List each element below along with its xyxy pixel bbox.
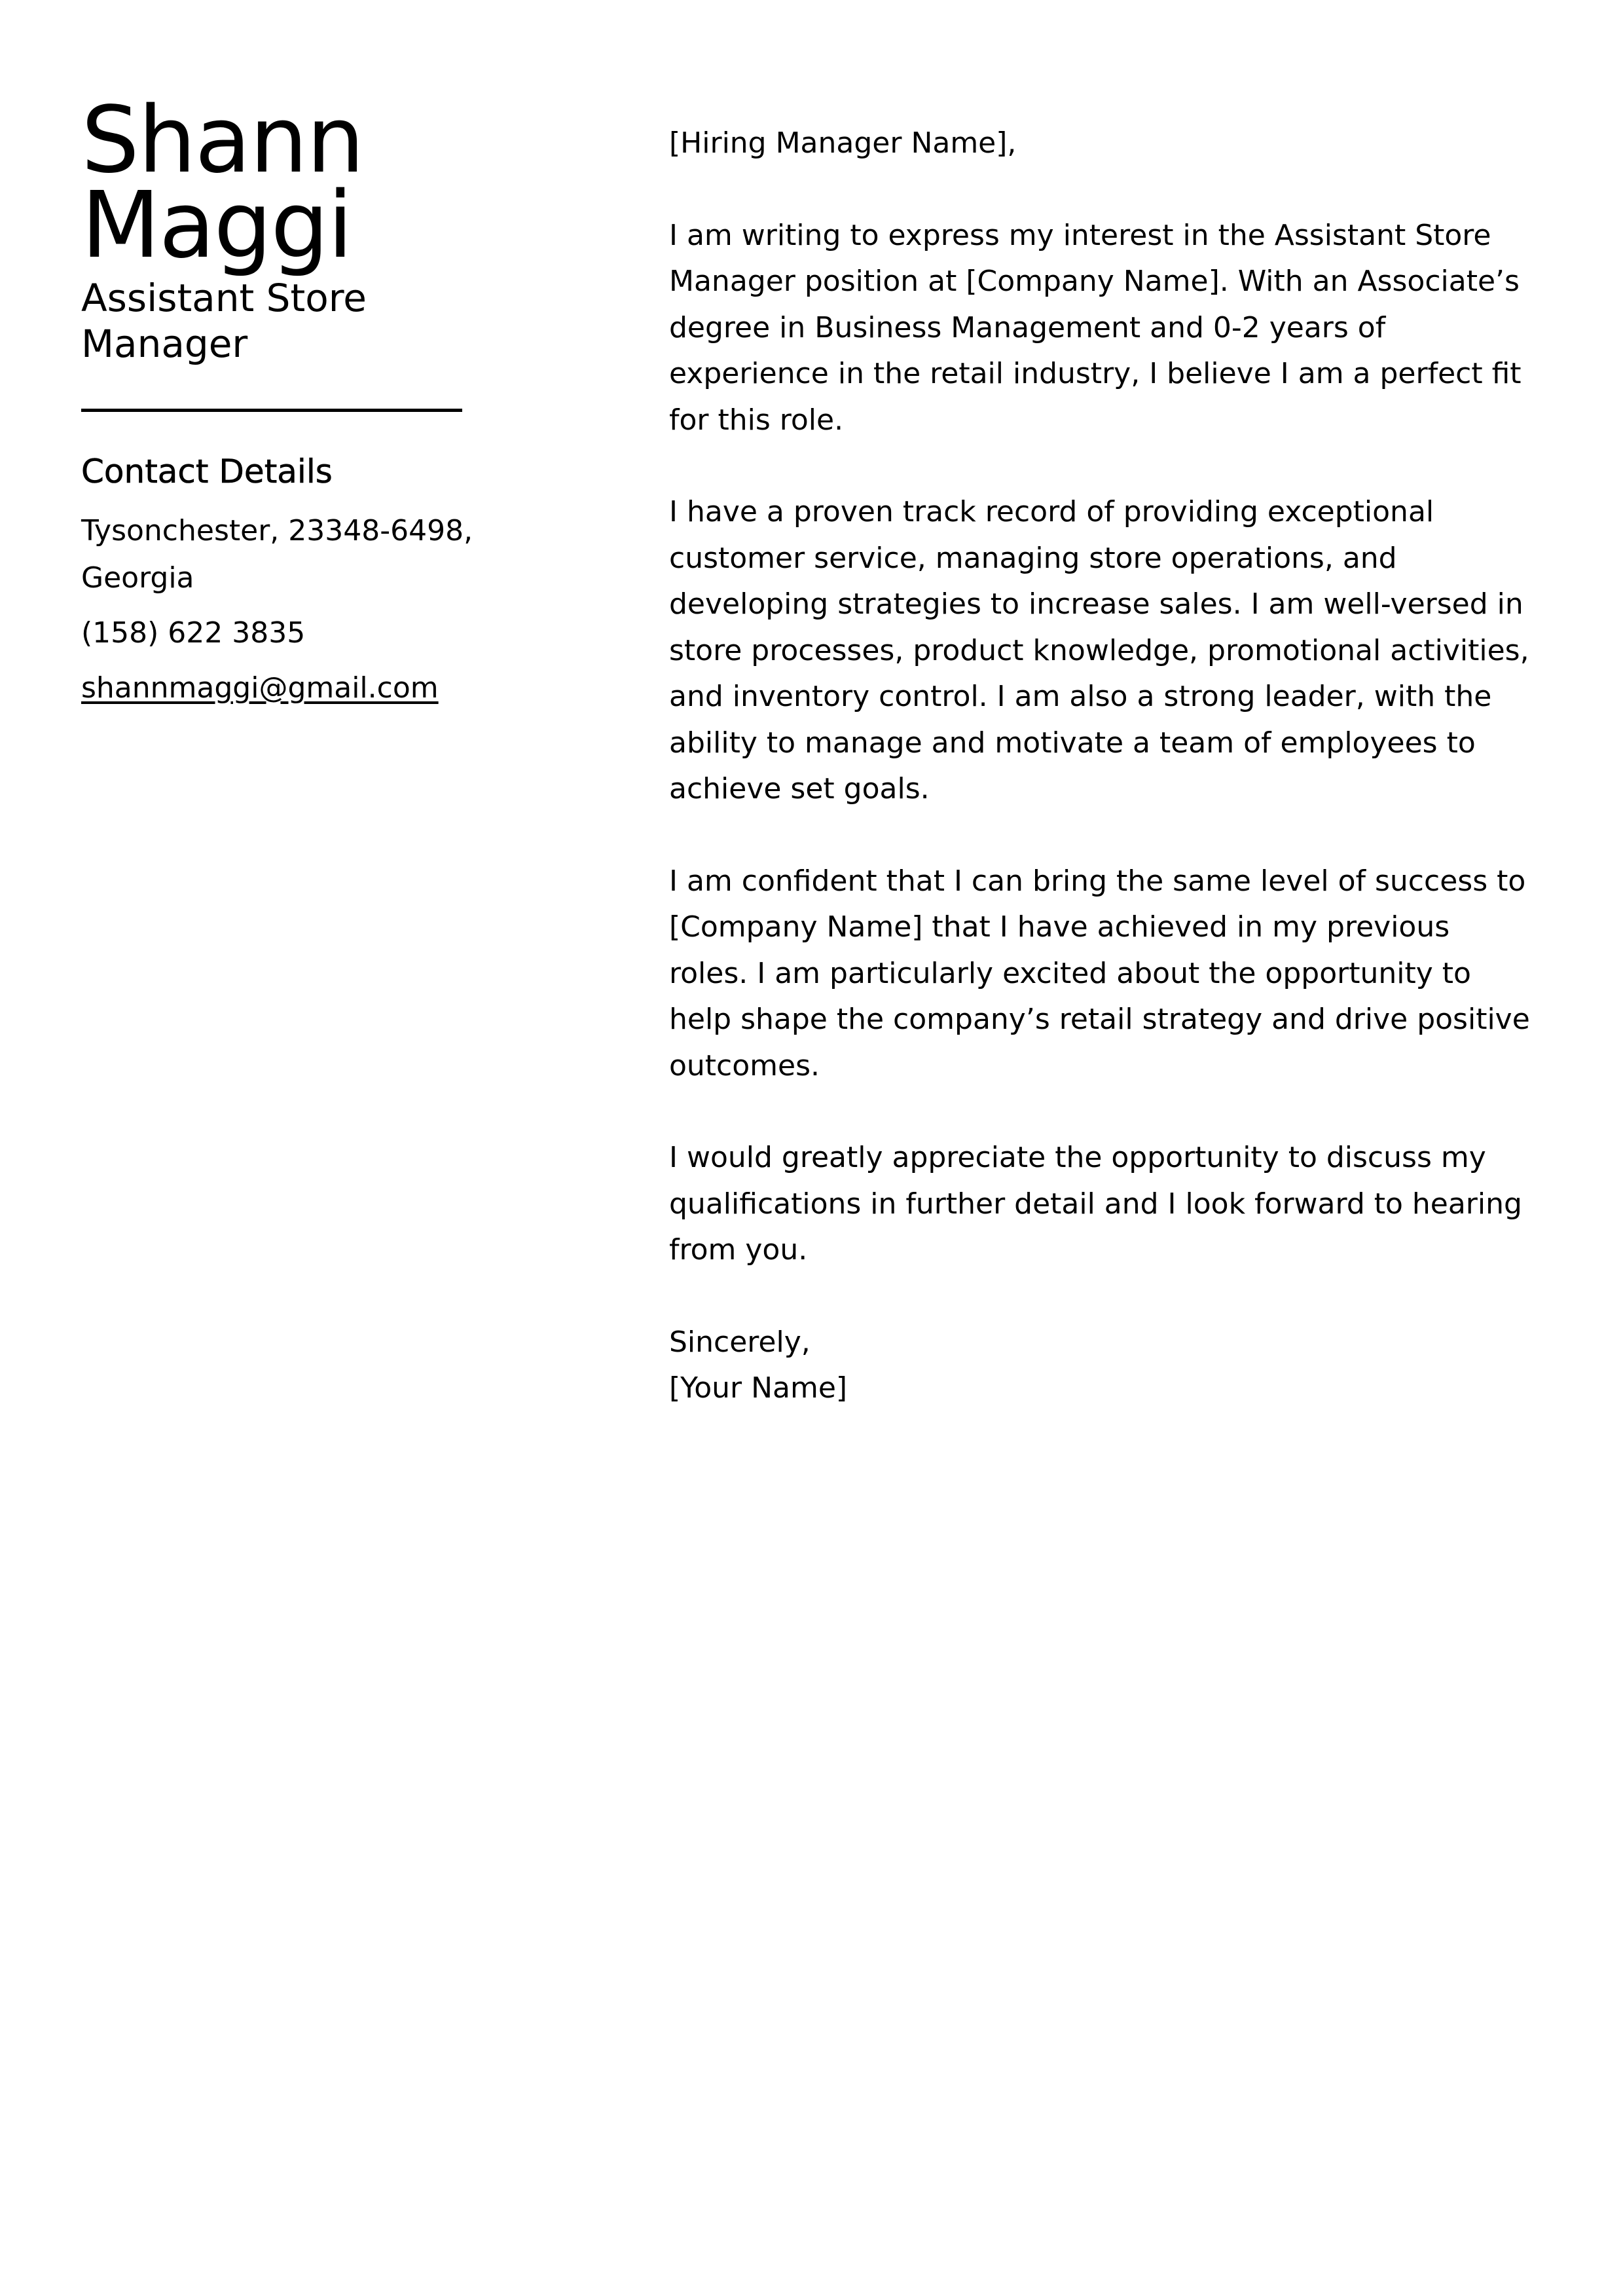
job-title: Assistant Store Manager <box>81 276 367 366</box>
contact-email-link[interactable]: shannmaggi@gmail.com <box>81 671 439 705</box>
last-name: Maggi <box>81 172 352 279</box>
contact-phone: (158) 622 3835 <box>81 616 306 650</box>
address-line-1: Tysonchester, 23348-6498, <box>81 514 473 547</box>
letter-paragraph: I am writing to express my interest in the Assistant Store Manager position at [Company Name]. With an Associate’s degree in Business Management and 0-2 years of experience in the retail industry, I believe I am a perfect fit for this role. <box>669 218 1522 437</box>
letter-paragraph: I would greatly appreciate the opportunity to discuss my qualifications in further detail and I look forward to hearing from you. <box>669 1141 1522 1267</box>
contact-heading: Contact Details <box>81 453 333 491</box>
closing: Sincerely, <box>669 1325 811 1359</box>
sidebar <box>81 87 500 712</box>
address-line-2: Georgia <box>81 561 194 595</box>
contact-address <box>81 508 500 602</box>
divider <box>81 409 462 412</box>
signature: [Your Name] <box>669 1371 848 1405</box>
first-name: Shann <box>81 87 363 194</box>
letter-paragraph: I have a proven track record of providing exceptional customer service, managing store operations, and developing strategies to increase sales. I am well-versed in store processes, product knowledge, promotional activities, and inventory control. I am also a strong leader, with the ability to manage and motivate a team of employees to achieve set goals. <box>669 495 1529 805</box>
salutation: [Hiring Manager Name], <box>669 126 1017 160</box>
applicant-name <box>81 87 500 279</box>
letter-paragraph: I am confident that I can bring the same level of success to [Company Name] that I have achieved in my previous roles. I am particularly excited about the opportunity to help shape the company’s retail strategy and drive positive outcomes. <box>669 864 1530 1083</box>
letter-body <box>669 120 1533 1412</box>
